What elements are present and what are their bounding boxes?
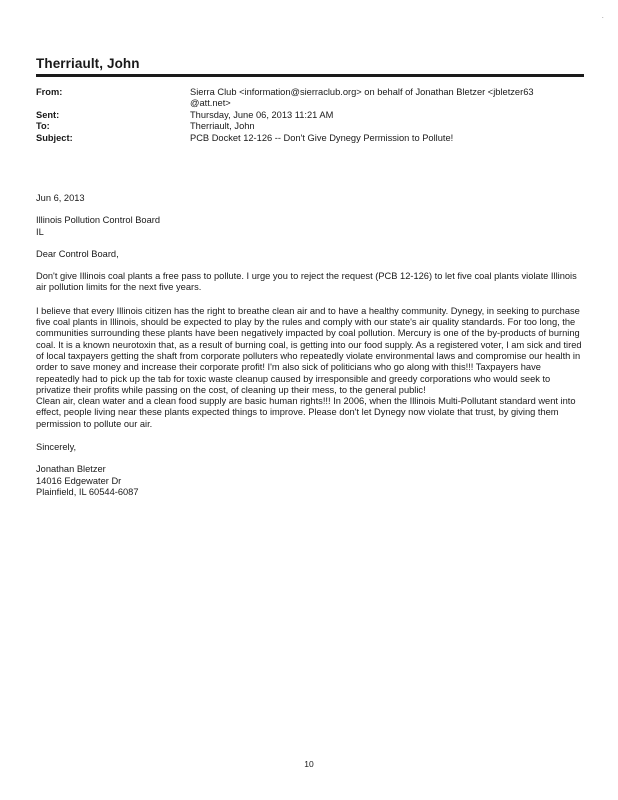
paragraph-1: Don't give Illinois coal plants a free pass to pollute. I urge you to reject the request (PCB 12-126) to let five coal plants violate Illinois air pollution limits for the next five years. <box>36 271 577 293</box>
page-number: 10 <box>304 759 314 769</box>
sent-row <box>36 110 596 121</box>
sent-label: Sent: <box>36 109 60 120</box>
signature-street: 14016 Edgewater Dr <box>36 475 122 486</box>
subject-row <box>36 133 596 144</box>
from-value: Sierra Club <information@sierraclub.org> on behalf of Jonathan Bletzer <jbletzer63 @att.net> <box>190 87 534 109</box>
paragraph-3: Clean air, clean water and a clean food supply are basic human rights!!! In 2006, when the Illinois Multi-Pollutant standard went into effect, people living near these plants expected things to improve. Please don't let Dynegy now violate that trust, by giving them permission to pollute our air. <box>36 396 576 429</box>
from-row <box>36 87 596 110</box>
greeting: Dear Control Board, <box>36 248 119 259</box>
to-label: To: <box>36 121 50 132</box>
email-header <box>36 87 596 144</box>
corner-mark: . <box>602 14 604 20</box>
email-body <box>36 193 584 498</box>
signature-city: Plainfield, IL 60544-6087 <box>36 486 139 497</box>
to-row <box>36 121 596 132</box>
paragraph-2: I believe that every Illinois citizen has the right to breathe clean air and to have a healthy community. Dynegy, in seeking to purchase five coal plants in Illinois, should be expected to play by the rules and comply with our state's air quality standards. For too long, the communities surrounding these plants have been negatively impacted by coal pollution. Mercury is one of the by-products of burning coal. It is a known neurotoxin that, as a result of burning coal, is getting into our food supply. As a registered voter, I am sick and tired of local taxpayers getting the shaft from corporate polluters who repeatedly violate environmental laws and compromise our health in order to save money and increase their corporate profit! I'm also sick of politicians who go along with this!!! Taxpayers have repeatedly had to pick up the tab for toxic waste cleanup caused by irresponsible and greedy corporations who would seek to privatize their profits while passing on the cost, of cleaning up their mess, to the general public! <box>36 305 582 395</box>
signature-name: Jonathan Bletzer <box>36 464 106 475</box>
owner-divider <box>36 74 584 77</box>
letter-date: Jun 6, 2013 <box>36 193 85 203</box>
closing: Sincerely, <box>36 442 77 453</box>
subject-value: PCB Docket 12-126 -- Don't Give Dynegy Permission to Pollute! <box>190 132 454 143</box>
subject-label: Subject: <box>36 132 73 143</box>
to-value: Therriault, John <box>190 121 255 132</box>
recipient-name: Illinois Pollution Control Board <box>36 215 161 226</box>
from-label: From: <box>36 87 63 97</box>
recipient-state: IL <box>36 226 44 237</box>
mailbox-owner-name: Therriault, John <box>36 56 140 71</box>
sent-value: Thursday, June 06, 2013 11:21 AM <box>190 109 334 120</box>
